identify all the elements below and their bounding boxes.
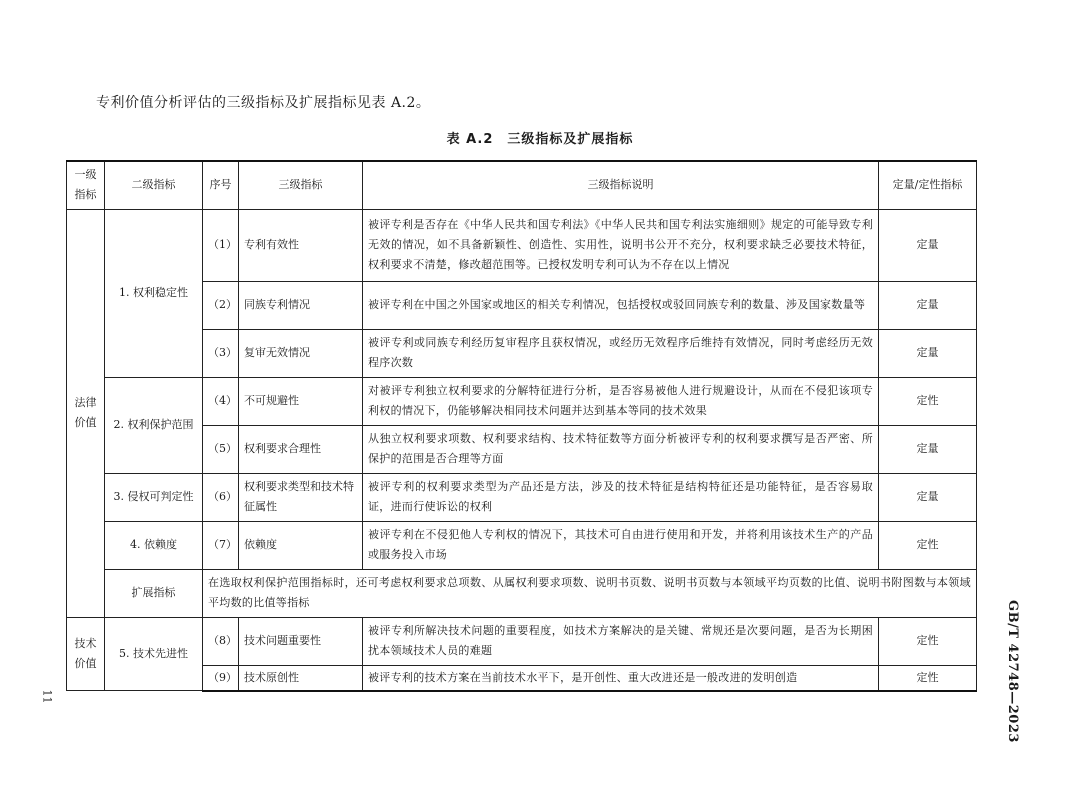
row-seq: （4） — [203, 377, 239, 425]
row-seq: （5） — [203, 425, 239, 473]
row-seq: （8） — [203, 617, 239, 665]
row-seq: （7） — [203, 521, 239, 569]
header-l3: 三级指标 — [239, 161, 363, 209]
row-desc: 被评专利的权利要求类型为产品还是方法，涉及的技术特征是结构特征还是功能特征，是否容易取证，进而行使诉讼的权利 — [363, 473, 879, 521]
group-legal: 法律价值 — [67, 209, 105, 617]
standard-id: GB/T 42748—2023 — [1005, 600, 1020, 743]
table-caption: 表 A.2 三级指标及扩展指标 — [446, 132, 634, 147]
extension-row — [67, 569, 977, 617]
table-row — [67, 617, 977, 665]
header-seq: 序号 — [203, 161, 239, 209]
header-desc: 三级指标说明 — [363, 161, 879, 209]
row-desc: 被评专利在中国之外国家或地区的相关专利情况，包括授权或驳回同族专利的数量、涉及国家数量等 — [363, 281, 879, 329]
row-name: 依赖度 — [239, 521, 363, 569]
intro-text: 专利价值分析评估的三级指标及扩展指标见表 A.2。 — [96, 95, 431, 111]
row-name: 专利有效性 — [239, 209, 363, 281]
row-type: 定量 — [879, 209, 977, 281]
page-number: 11 — [40, 689, 54, 704]
l2-stability: 1. 权利稳定性 — [105, 209, 203, 377]
row-seq: （9） — [203, 665, 239, 691]
row-seq: （2） — [203, 281, 239, 329]
l2-dependency: 4. 依赖度 — [105, 521, 203, 569]
indicator-table — [66, 160, 977, 692]
l2-advancement: 5. 技术先进性 — [105, 617, 203, 691]
row-desc: 被评专利或同族专利经历复审程序且获权情况，或经历无效程序后维持有效情况，同时考虑经历无效程序次数 — [363, 329, 879, 377]
group-tech: 技术价值 — [67, 617, 105, 691]
table-row — [67, 377, 977, 425]
l2-scope: 2. 权利保护范围 — [105, 377, 203, 473]
row-name: 权利要求类型和技术特征属性 — [239, 473, 363, 521]
row-desc: 从独立权利要求项数、权利要求结构、技术特征数等方面分析被评专利的权利要求撰写是否严密、所保护的范围是否合理等方面 — [363, 425, 879, 473]
header-row — [67, 161, 977, 209]
header-l2: 二级指标 — [105, 161, 203, 209]
row-seq: （3） — [203, 329, 239, 377]
extension-text: 在选取权利保护范围指标时，还可考虑权利要求总项数、从属权利要求项数、说明书页数、说明书页数与本领域平均页数的比值、说明书附图数与本领域平均数的比值等指标 — [203, 569, 977, 617]
row-type: 定量 — [879, 281, 977, 329]
l2-infringement: 3. 侵权可判定性 — [105, 473, 203, 521]
row-type: 定性 — [879, 617, 977, 665]
row-desc: 被评专利是否存在《中华人民共和国专利法》《中华人民共和国专利法实施细则》规定的可能导致专利无效的情况，如不具备新颖性、创造性、实用性，说明书公开不充分，权利要求缺乏必要技术特征，权利要求不清楚，修改超范围等。已授权发明专利可认为不存在以上情况 — [363, 209, 879, 281]
header-l1: 一级指标 — [67, 161, 105, 209]
row-type: 定量 — [879, 473, 977, 521]
header-type: 定量/定性指标 — [879, 161, 977, 209]
table-row — [67, 473, 977, 521]
row-seq: （6） — [203, 473, 239, 521]
row-name: 复审无效情况 — [239, 329, 363, 377]
table-row — [67, 281, 977, 329]
table-row — [67, 209, 977, 281]
row-name: 技术问题重要性 — [239, 617, 363, 665]
row-desc: 被评专利所解决技术问题的重要程度，如技术方案解决的是关键、常规还是次要问题，是否为长期困扰本领域技术人员的难题 — [363, 617, 879, 665]
table-row — [67, 665, 977, 691]
l2-extension: 扩展指标 — [105, 569, 203, 617]
row-name: 技术原创性 — [239, 665, 363, 691]
row-name: 不可规避性 — [239, 377, 363, 425]
row-desc: 被评专利的技术方案在当前技术水平下，是开创性、重大改进还是一般改进的发明创造 — [363, 665, 879, 691]
row-desc: 对被评专利独立权利要求的分解特征进行分析，是否容易被他人进行规避设计，从而在不侵犯该项专利权的情况下，仍能够解决相同技术问题并达到基本等同的技术效果 — [363, 377, 879, 425]
row-desc: 被评专利在不侵犯他人专利权的情况下，其技术可自由进行使用和开发，并将利用该技术生产的产品或服务投入市场 — [363, 521, 879, 569]
row-type: 定性 — [879, 521, 977, 569]
table-row — [67, 521, 977, 569]
table-row — [67, 425, 977, 473]
row-name: 权利要求合理性 — [239, 425, 363, 473]
row-name: 同族专利情况 — [239, 281, 363, 329]
row-type: 定性 — [879, 665, 977, 691]
row-type: 定量 — [879, 329, 977, 377]
row-type: 定量 — [879, 425, 977, 473]
row-type: 定性 — [879, 377, 977, 425]
table-row — [67, 329, 977, 377]
row-seq: （1） — [203, 209, 239, 281]
